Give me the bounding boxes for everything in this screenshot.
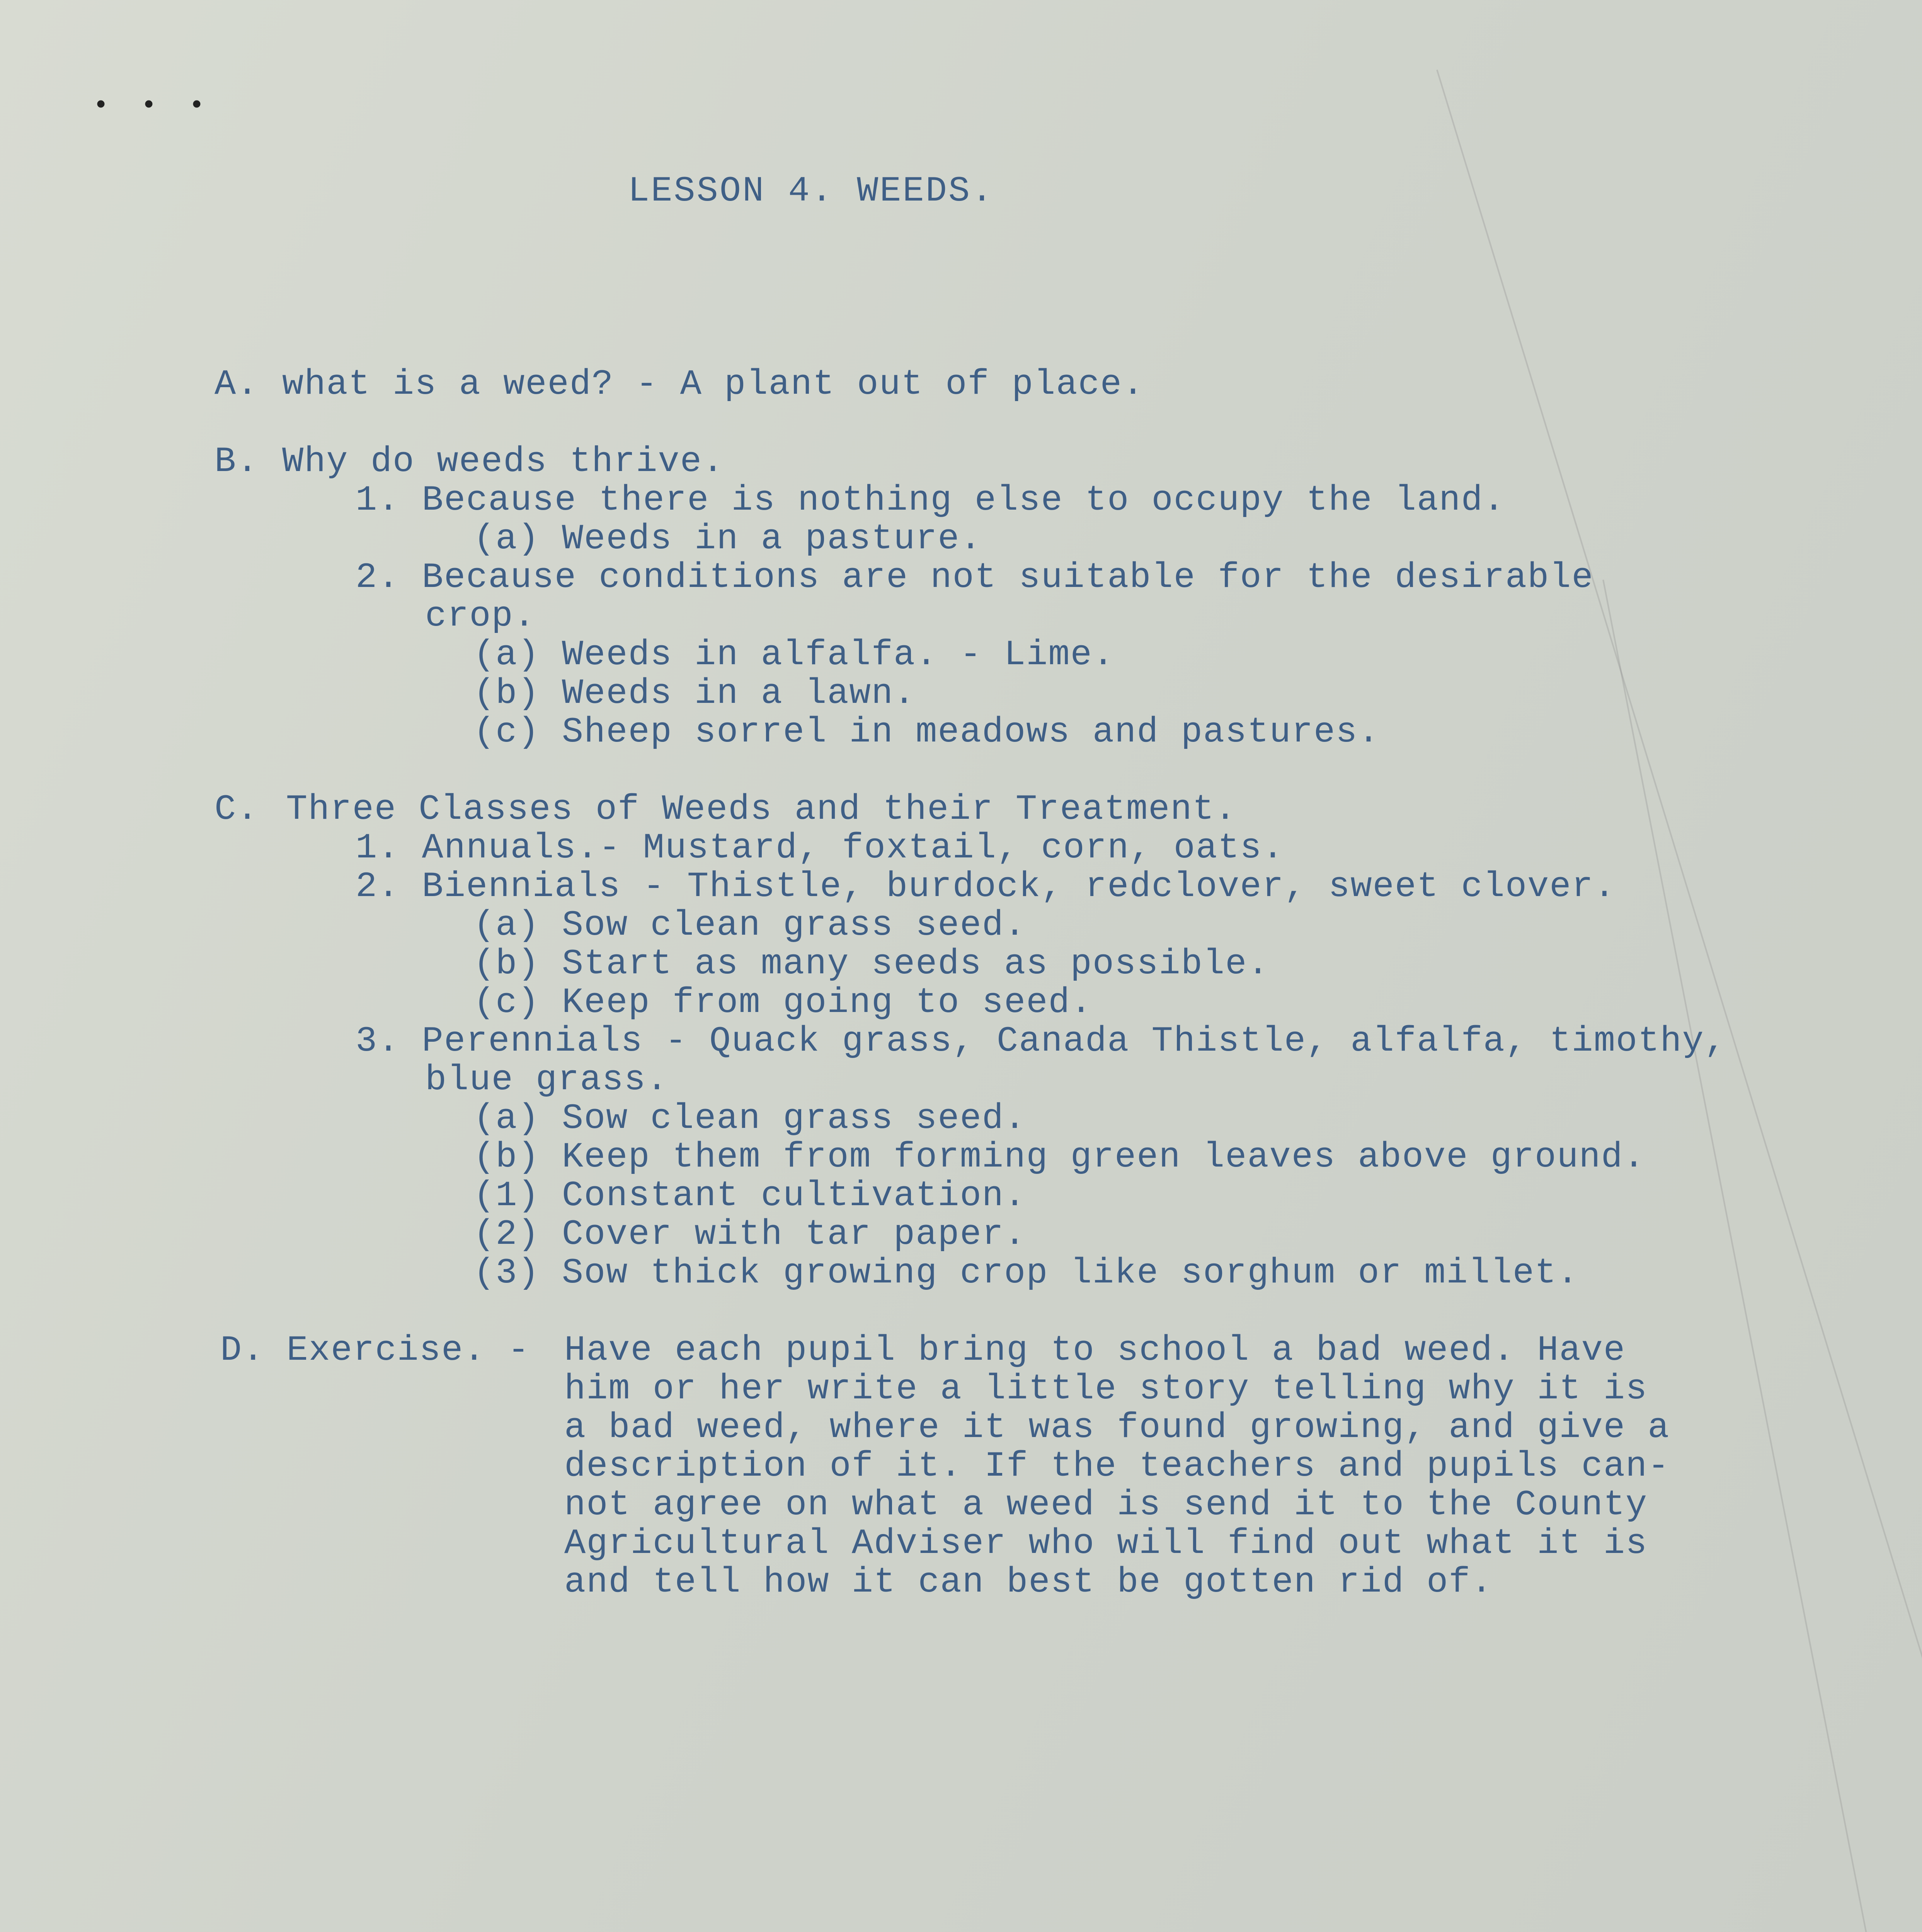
exercise-line: Have each pupil bring to school a bad weed. Have	[564, 1330, 1626, 1371]
section-b-item-2b: (b) Weeds in a lawn.	[473, 673, 916, 714]
exercise-line: description of it. If the teachers and pupils can-	[564, 1446, 1670, 1486]
paper-crease	[1602, 580, 1922, 1932]
section-c-label: C.	[215, 789, 259, 830]
corner-marks: • • •	[93, 91, 213, 121]
section-c-item-3a: (a) Sow clean grass seed.	[473, 1098, 1027, 1139]
section-b-item-2-line-2: crop.	[425, 596, 536, 636]
section-b-item-2a: (a) Weeds in alfalfa. - Lime.	[473, 634, 1115, 675]
section-a-label: A.	[215, 364, 259, 405]
exercise-line: a bad weed, where it was found growing, and give a	[564, 1407, 1670, 1448]
section-c-heading: Three Classes of Weeds and their Treatment.	[286, 789, 1237, 830]
section-b-item-2-line-1: 2. Because conditions are not suitable for the desirable	[356, 557, 1594, 598]
section-b-item-2c: (c) Sheep sorrel in meadows and pastures.	[473, 712, 1380, 752]
section-c-item-2c: (c) Keep from going to seed.	[473, 982, 1093, 1023]
page-title: LESSON 4. WEEDS.	[628, 171, 994, 211]
section-c-item-3b: (b) Keep them from forming green leaves above ground.	[473, 1137, 1646, 1177]
section-a-text: what is a weed? - A plant out of place.	[282, 364, 1145, 405]
exercise-line: and tell how it can best be gotten rid of.	[564, 1562, 1493, 1602]
exercise-line: Agricultural Adviser who will find out what it is	[564, 1523, 1648, 1564]
section-c-item-3b-2: (2) Cover with tar paper.	[473, 1214, 1027, 1255]
section-d-label: D. Exercise. -	[220, 1330, 530, 1371]
section-c-item-2a: (a) Sow clean grass seed.	[473, 905, 1027, 946]
section-c-item-3b-3: (3) Sow thick growing crop like sorghum or millet.	[473, 1253, 1579, 1293]
section-b-item-1: 1. Because there is nothing else to occupy the land.	[356, 480, 1505, 520]
exercise-line: not agree on what a weed is send it to the County	[564, 1485, 1648, 1525]
section-b-heading: Why do weeds thrive.	[282, 441, 725, 482]
section-c-item-3-line-1: 3. Perennials - Quack grass, Canada Thistle, alfalfa, timothy,	[356, 1021, 1726, 1061]
section-c-item-3-line-2: blue grass.	[425, 1060, 669, 1100]
section-c-item-1: 1. Annuals.- Mustard, foxtail, corn, oats.	[356, 828, 1284, 868]
section-b-label: B.	[215, 441, 259, 482]
section-c-item-2b: (b) Start as many seeds as possible.	[473, 944, 1270, 984]
section-c-item-2: 2. Biennials - Thistle, burdock, redclover, sweet clover.	[356, 866, 1616, 907]
paper-crease	[1436, 70, 1922, 1932]
exercise-line: him or her write a little story telling why it is	[564, 1369, 1648, 1409]
section-c-item-3b-1: (1) Constant cultivation.	[473, 1175, 1027, 1216]
section-b-item-1a: (a) Weeds in a pasture.	[473, 519, 982, 559]
